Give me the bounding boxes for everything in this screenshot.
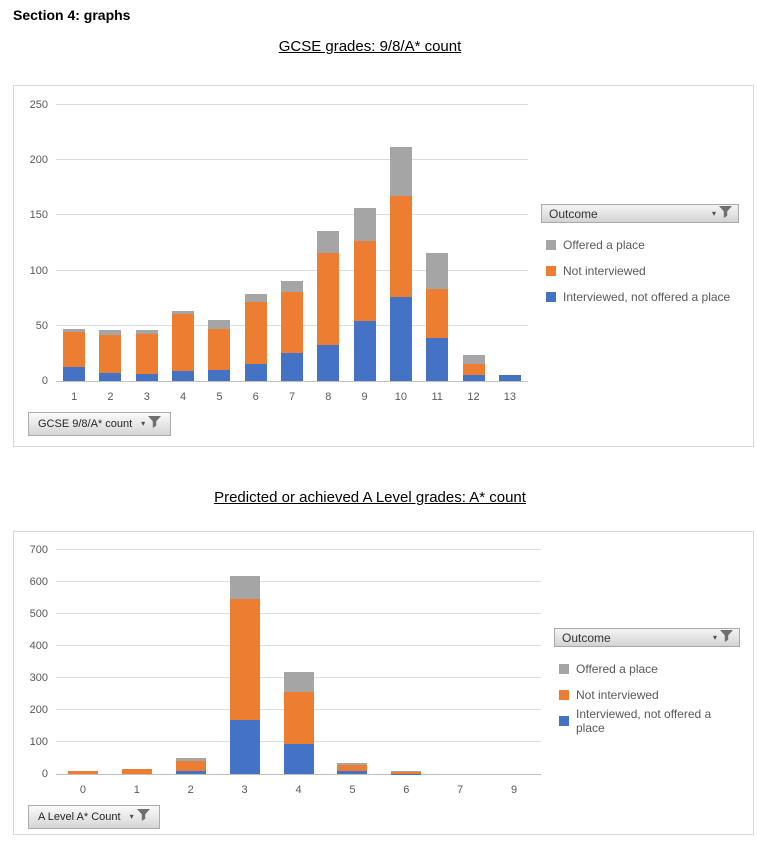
y-axis-tick-label: 100 bbox=[29, 736, 48, 748]
chevron-down-icon: ▾ bbox=[129, 811, 134, 821]
legend-item-label: Not interviewed bbox=[576, 688, 659, 702]
gridline bbox=[56, 581, 541, 582]
legend-swatch bbox=[559, 690, 569, 700]
stacked-bar bbox=[245, 294, 267, 381]
x-axis-tick-label: 10 bbox=[394, 391, 408, 403]
stacked-bar bbox=[391, 771, 421, 774]
bar-segment bbox=[337, 771, 367, 774]
bar-segment bbox=[68, 771, 98, 774]
stacked-bar bbox=[284, 672, 314, 774]
bar-segment bbox=[463, 355, 485, 365]
x-axis-tick-label: 0 bbox=[79, 784, 86, 796]
y-axis-tick-label: 150 bbox=[29, 209, 48, 222]
bar-segment bbox=[390, 196, 412, 298]
bar-segment bbox=[390, 147, 412, 196]
legend-swatch bbox=[559, 664, 569, 674]
y-axis-tick-label: 300 bbox=[29, 672, 48, 684]
x-axis-tick-label: 11 bbox=[431, 391, 443, 403]
stacked-bar bbox=[230, 576, 260, 774]
stacked-bar bbox=[99, 330, 121, 381]
stacked-bar bbox=[354, 208, 376, 381]
stacked-bar bbox=[281, 281, 303, 381]
gcse-plot-area bbox=[29, 99, 528, 403]
bar-segment bbox=[136, 374, 158, 381]
bar-segment bbox=[230, 599, 260, 720]
outcome-field-button[interactable] bbox=[554, 628, 740, 647]
bar-segment bbox=[136, 334, 158, 375]
bar-segment bbox=[317, 345, 339, 381]
legend-item-label: Not interviewed bbox=[563, 264, 646, 278]
bar-segment bbox=[426, 289, 448, 338]
legend-swatch bbox=[559, 716, 569, 726]
legend-item bbox=[541, 232, 739, 258]
gridline bbox=[56, 159, 528, 160]
y-axis-tick-label: 500 bbox=[29, 608, 48, 620]
y-axis-tick-label: 250 bbox=[29, 99, 48, 111]
gcse-chart-title: GCSE grades: 9/8/A* count bbox=[278, 38, 462, 55]
y-axis-tick-label: 0 bbox=[41, 768, 48, 780]
bar-segment bbox=[122, 769, 152, 774]
bar-segment bbox=[281, 353, 303, 381]
legend-swatch bbox=[546, 266, 556, 276]
x-axis-tick-label: 5 bbox=[349, 784, 356, 796]
bar-segment bbox=[354, 321, 376, 381]
x-axis-tick-label: 3 bbox=[241, 784, 248, 796]
bar-segment bbox=[208, 329, 230, 370]
filter-icon bbox=[137, 809, 150, 824]
gridline bbox=[56, 270, 528, 271]
bar-segment bbox=[354, 208, 376, 241]
section-heading: Section 4: graphs bbox=[13, 7, 131, 23]
x-axis-tick-label: 6 bbox=[252, 391, 259, 403]
x-axis-tick-label: 3 bbox=[143, 391, 150, 403]
x-axis-tick-label: 9 bbox=[510, 784, 518, 796]
x-axis-tick-label: 2 bbox=[107, 391, 114, 403]
legend-item bbox=[541, 284, 739, 310]
legend-item bbox=[554, 708, 740, 734]
stacked-bar bbox=[337, 763, 367, 774]
legend-item-label: Interviewed, not offered a place bbox=[563, 290, 731, 304]
legend-title: Outcome bbox=[562, 630, 611, 645]
y-axis-tick-label: 600 bbox=[29, 576, 48, 588]
chevron-down-icon: ▾ bbox=[712, 632, 717, 642]
stacked-bar bbox=[208, 320, 230, 381]
x-axis-tick-label: 1 bbox=[71, 391, 78, 403]
bar-segment bbox=[281, 292, 303, 354]
stacked-bar bbox=[426, 253, 448, 381]
legend-items bbox=[554, 656, 740, 734]
stacked-bar bbox=[499, 375, 521, 381]
bar-segment bbox=[63, 332, 85, 366]
bar-segment bbox=[176, 761, 206, 771]
stacked-bar bbox=[63, 329, 85, 381]
filter-icon bbox=[719, 206, 732, 221]
bar-segment bbox=[354, 241, 376, 322]
y-axis-tick-label: 200 bbox=[29, 154, 48, 167]
bar-segment bbox=[63, 367, 85, 381]
bar-segment bbox=[208, 320, 230, 329]
x-axis-tick-label: 8 bbox=[325, 391, 332, 403]
stacked-bar bbox=[136, 330, 158, 381]
legend-header-icons bbox=[713, 630, 733, 645]
field-button-icons bbox=[141, 416, 161, 431]
x-axis-tick-label: 13 bbox=[503, 391, 516, 403]
stacked-bar bbox=[463, 355, 485, 381]
x-axis-tick-label: 4 bbox=[295, 784, 302, 796]
legend-item bbox=[554, 682, 740, 708]
bar-segment bbox=[245, 294, 267, 302]
gridline bbox=[56, 549, 541, 550]
x-axis-tick-label: 7 bbox=[288, 391, 296, 403]
y-axis-tick-label: 200 bbox=[29, 704, 48, 716]
gcse-axis-field-button[interactable] bbox=[28, 412, 171, 436]
bar-segment bbox=[281, 281, 303, 292]
bar-segment bbox=[317, 231, 339, 253]
stacked-bar bbox=[176, 758, 206, 774]
bar-segment bbox=[426, 338, 448, 381]
gridline bbox=[56, 613, 541, 614]
bar-segment bbox=[245, 364, 267, 381]
alevel-legend bbox=[554, 628, 740, 734]
bar-segment bbox=[99, 373, 121, 381]
bar-segment bbox=[463, 375, 485, 381]
y-axis-tick-label: 0 bbox=[41, 375, 48, 387]
legend-swatch bbox=[546, 240, 556, 250]
alevel-chart-title: Predicted or achieved A Level grades: A* count bbox=[214, 489, 526, 506]
bar-segment bbox=[99, 335, 121, 374]
legend-item bbox=[541, 258, 739, 284]
gcse-legend bbox=[541, 204, 739, 310]
legend-item-label: Offered a place bbox=[576, 662, 658, 676]
legend-item-label: Interviewed, not offered a place bbox=[576, 707, 712, 735]
chevron-down-icon: ▾ bbox=[711, 208, 716, 218]
x-axis-tick-label: 7 bbox=[457, 784, 464, 796]
bar-segment bbox=[426, 253, 448, 289]
bar-segment bbox=[230, 720, 260, 774]
bar-segment bbox=[208, 370, 230, 381]
legend-header-icons bbox=[712, 206, 732, 221]
stacked-bar bbox=[172, 311, 194, 381]
x-axis-tick-label: 9 bbox=[361, 391, 368, 403]
stacked-bar bbox=[68, 771, 98, 774]
chevron-down-icon: ▾ bbox=[141, 418, 146, 428]
x-axis-tick-label: 12 bbox=[467, 391, 480, 403]
alevel-plot-area bbox=[29, 544, 541, 796]
filter-icon bbox=[720, 630, 733, 645]
stacked-bar bbox=[317, 231, 339, 381]
y-axis-tick-label: 700 bbox=[29, 544, 48, 556]
filter-icon bbox=[148, 416, 161, 431]
field-button-label: GCSE 9/8/A* count bbox=[38, 417, 133, 430]
bar-segment bbox=[284, 744, 314, 774]
bar-segment bbox=[172, 314, 194, 371]
x-axis-tick-label: 4 bbox=[180, 391, 187, 403]
outcome-field-button[interactable] bbox=[541, 204, 739, 223]
stacked-bar bbox=[122, 769, 152, 774]
bar-segment bbox=[317, 253, 339, 345]
legend-item bbox=[554, 656, 740, 682]
legend-title: Outcome bbox=[549, 206, 598, 221]
bar-segment bbox=[176, 771, 206, 774]
gcse-chart-frame bbox=[13, 85, 754, 447]
bar-segment bbox=[284, 672, 314, 693]
bar-segment bbox=[463, 364, 485, 375]
bar-segment bbox=[499, 375, 521, 381]
bar-segment bbox=[245, 302, 267, 365]
field-button-icons bbox=[130, 809, 150, 824]
gridline bbox=[56, 214, 528, 215]
stacked-bar bbox=[390, 147, 412, 381]
legend-swatch bbox=[546, 292, 556, 302]
gridline bbox=[56, 104, 528, 105]
x-axis-tick-label: 2 bbox=[187, 784, 194, 796]
y-axis-tick-label: 100 bbox=[29, 264, 48, 277]
bar-segment bbox=[390, 297, 412, 381]
bar-segment bbox=[230, 576, 260, 599]
x-axis-tick-label: 6 bbox=[403, 784, 410, 796]
x-axis-tick-label: 1 bbox=[133, 784, 140, 796]
bar-segment bbox=[172, 371, 194, 381]
bar-segment bbox=[284, 692, 314, 743]
legend-items bbox=[541, 232, 739, 310]
alevel-axis-field-button[interactable] bbox=[28, 805, 160, 829]
gridline bbox=[56, 645, 541, 646]
y-axis-tick-label: 50 bbox=[35, 319, 48, 332]
y-axis-tick-label: 400 bbox=[29, 640, 48, 652]
field-button-label: A Level A* Count bbox=[38, 810, 121, 823]
x-axis-tick-label: 5 bbox=[216, 391, 223, 403]
alevel-chart-frame bbox=[13, 531, 754, 835]
legend-item-label: Offered a place bbox=[563, 238, 645, 252]
